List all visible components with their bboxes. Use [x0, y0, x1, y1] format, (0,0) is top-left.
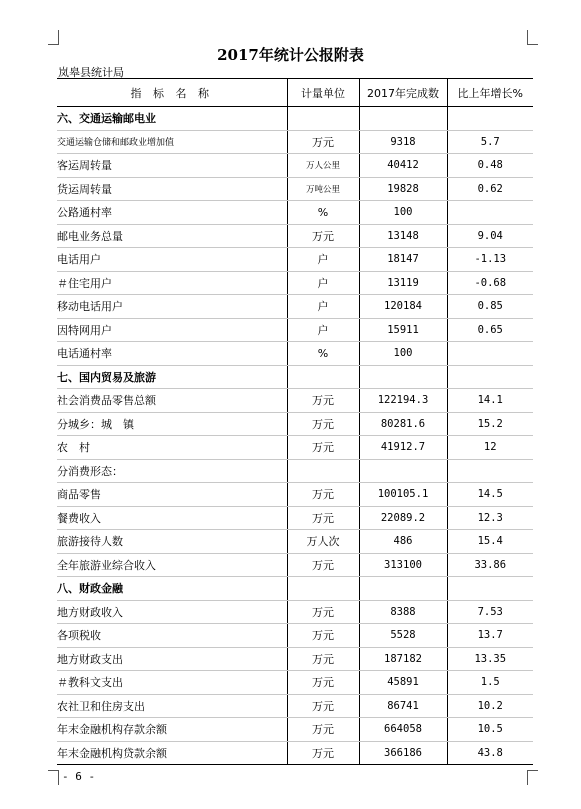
- row-growth: 13.7: [447, 624, 533, 648]
- row-unit: 万元: [287, 671, 359, 695]
- row-growth: 0.62: [447, 177, 533, 201]
- row-unit: [287, 577, 359, 601]
- statistics-table: [57, 78, 533, 765]
- table-row: [57, 342, 533, 366]
- table-row: [57, 295, 533, 319]
- table-row: [57, 436, 533, 460]
- table-row: [57, 224, 533, 248]
- table-row: [57, 154, 533, 178]
- row-value: 45891: [359, 671, 447, 695]
- row-value: 486: [359, 530, 447, 554]
- row-growth: 12: [447, 436, 533, 460]
- row-indicator-name: 邮电业务总量: [57, 224, 287, 248]
- table-row: [57, 107, 533, 131]
- row-unit: %: [287, 342, 359, 366]
- row-growth: [447, 459, 533, 483]
- document-title: 2017年统计公报附表: [217, 46, 364, 64]
- row-value: 366186: [359, 741, 447, 765]
- row-unit: [287, 459, 359, 483]
- row-growth: 0.65: [447, 318, 533, 342]
- table-row: [57, 553, 533, 577]
- row-unit: 万元: [287, 647, 359, 671]
- row-growth: 13.35: [447, 647, 533, 671]
- row-growth: 5.7: [447, 130, 533, 154]
- table-body: [57, 107, 533, 765]
- row-indicator-name: 移动电话用户: [57, 295, 287, 319]
- table-row: [57, 271, 533, 295]
- row-indicator-name: 地方财政支出: [57, 647, 287, 671]
- row-growth: [447, 201, 533, 225]
- row-unit: [287, 107, 359, 131]
- row-growth: 15.2: [447, 412, 533, 436]
- row-unit: 万人次: [287, 530, 359, 554]
- row-growth: 10.5: [447, 718, 533, 742]
- row-indicator-name: 旅游接待人数: [57, 530, 287, 554]
- row-indicator-name: 地方财政收入: [57, 600, 287, 624]
- row-value: 13148: [359, 224, 447, 248]
- table-row: [57, 365, 533, 389]
- row-indicator-name: ＃住宅用户: [57, 271, 287, 295]
- row-indicator-name: 年末金融机构存款余额: [57, 718, 287, 742]
- row-value: 5528: [359, 624, 447, 648]
- row-unit: 万元: [287, 600, 359, 624]
- row-value: 40412: [359, 154, 447, 178]
- row-growth: 0.85: [447, 295, 533, 319]
- row-value: 122194.3: [359, 389, 447, 413]
- row-value: 18147: [359, 248, 447, 272]
- table-row: [57, 647, 533, 671]
- row-unit: 万元: [287, 436, 359, 460]
- row-indicator-name: 公路通村率: [57, 201, 287, 225]
- row-growth: 14.1: [447, 389, 533, 413]
- row-unit: 万元: [287, 741, 359, 765]
- row-growth: 1.5: [447, 671, 533, 695]
- row-indicator-name: 分城乡：城 镇: [57, 412, 287, 436]
- row-indicator-name: 社会消费品零售总额: [57, 389, 287, 413]
- row-unit: 万元: [287, 130, 359, 154]
- row-value: [359, 577, 447, 601]
- row-value: 100105.1: [359, 483, 447, 507]
- row-value: 9318: [359, 130, 447, 154]
- row-indicator-name: 农社卫和住房支出: [57, 694, 287, 718]
- row-unit: 万人公里: [287, 154, 359, 178]
- row-value: 22089.2: [359, 506, 447, 530]
- row-unit: [287, 365, 359, 389]
- row-unit: 万吨公里: [287, 177, 359, 201]
- table-row: [57, 412, 533, 436]
- table-row: [57, 318, 533, 342]
- row-unit: 万元: [287, 506, 359, 530]
- header-growth: 比上年增长%: [447, 79, 533, 107]
- row-value: 19828: [359, 177, 447, 201]
- row-indicator-name: 七、国内贸易及旅游: [57, 365, 287, 389]
- table-row: [57, 506, 533, 530]
- row-value: [359, 459, 447, 483]
- table-row: [57, 483, 533, 507]
- row-growth: 12.3: [447, 506, 533, 530]
- row-value: [359, 365, 447, 389]
- row-growth: 33.86: [447, 553, 533, 577]
- row-unit: 万元: [287, 694, 359, 718]
- header-value: 2017年完成数: [359, 79, 447, 107]
- issuing-organization: 岚皋县统计局: [58, 66, 124, 79]
- row-unit: 户: [287, 271, 359, 295]
- row-indicator-name: 因特网用户: [57, 318, 287, 342]
- row-unit: 万元: [287, 412, 359, 436]
- table-header-row: [57, 79, 533, 107]
- row-value: 41912.7: [359, 436, 447, 460]
- row-indicator-name: 八、财政金融: [57, 577, 287, 601]
- row-growth: 14.5: [447, 483, 533, 507]
- table-row: [57, 201, 533, 225]
- table-row: [57, 459, 533, 483]
- row-growth: 7.53: [447, 600, 533, 624]
- row-indicator-name: 电话用户: [57, 248, 287, 272]
- row-value: 86741: [359, 694, 447, 718]
- row-growth: [447, 342, 533, 366]
- row-value: 100: [359, 201, 447, 225]
- table-row: [57, 671, 533, 695]
- row-growth: 15.4: [447, 530, 533, 554]
- row-growth: [447, 365, 533, 389]
- table-row: [57, 530, 533, 554]
- row-indicator-name: 年末金融机构贷款余额: [57, 741, 287, 765]
- header-unit: 计量单位: [287, 79, 359, 107]
- row-growth: -0.68: [447, 271, 533, 295]
- row-indicator-name: ＃教科文支出: [57, 671, 287, 695]
- crop-mark-top-right: [527, 30, 538, 45]
- row-growth: 43.8: [447, 741, 533, 765]
- row-value: [359, 107, 447, 131]
- table-row: [57, 718, 533, 742]
- row-unit: 户: [287, 318, 359, 342]
- row-unit: 万元: [287, 389, 359, 413]
- row-value: 15911: [359, 318, 447, 342]
- row-value: 13119: [359, 271, 447, 295]
- table-row: [57, 177, 533, 201]
- row-indicator-name: 交通运输仓储和邮政业增加值: [57, 130, 287, 154]
- row-growth: 9.04: [447, 224, 533, 248]
- row-value: 80281.6: [359, 412, 447, 436]
- header-indicator-name: 指 标 名 称: [57, 79, 287, 107]
- crop-mark-bottom-left: [48, 770, 59, 785]
- row-indicator-name: 货运周转量: [57, 177, 287, 201]
- table-row: [57, 389, 533, 413]
- row-indicator-name: 各项税收: [57, 624, 287, 648]
- page-number: - 6 -: [62, 770, 96, 783]
- row-unit: 万元: [287, 718, 359, 742]
- table-row: [57, 694, 533, 718]
- table-row: [57, 130, 533, 154]
- row-value: 8388: [359, 600, 447, 624]
- row-growth: [447, 577, 533, 601]
- row-value: 100: [359, 342, 447, 366]
- row-indicator-name: 六、交通运输邮电业: [57, 107, 287, 131]
- row-growth: 0.48: [447, 154, 533, 178]
- row-unit: 万元: [287, 224, 359, 248]
- row-unit: 户: [287, 248, 359, 272]
- row-value: 187182: [359, 647, 447, 671]
- row-unit: %: [287, 201, 359, 225]
- row-value: 664058: [359, 718, 447, 742]
- row-unit: 万元: [287, 624, 359, 648]
- row-unit: 万元: [287, 553, 359, 577]
- table-row: [57, 600, 533, 624]
- table-row: [57, 624, 533, 648]
- table-row: [57, 577, 533, 601]
- row-indicator-name: 餐费收入: [57, 506, 287, 530]
- row-value: 313100: [359, 553, 447, 577]
- crop-mark-bottom-right: [527, 770, 538, 785]
- row-unit: 万元: [287, 483, 359, 507]
- row-growth: -1.13: [447, 248, 533, 272]
- table-row: [57, 741, 533, 765]
- row-value: 120184: [359, 295, 447, 319]
- row-indicator-name: 商品零售: [57, 483, 287, 507]
- row-growth: 10.2: [447, 694, 533, 718]
- row-unit: 户: [287, 295, 359, 319]
- row-indicator-name: 分消费形态：: [57, 459, 287, 483]
- row-growth: [447, 107, 533, 131]
- row-indicator-name: 全年旅游业综合收入: [57, 553, 287, 577]
- row-indicator-name: 电话通村率: [57, 342, 287, 366]
- row-indicator-name: 农 村: [57, 436, 287, 460]
- row-indicator-name: 客运周转量: [57, 154, 287, 178]
- crop-mark-top-left: [48, 30, 59, 45]
- table-row: [57, 248, 533, 272]
